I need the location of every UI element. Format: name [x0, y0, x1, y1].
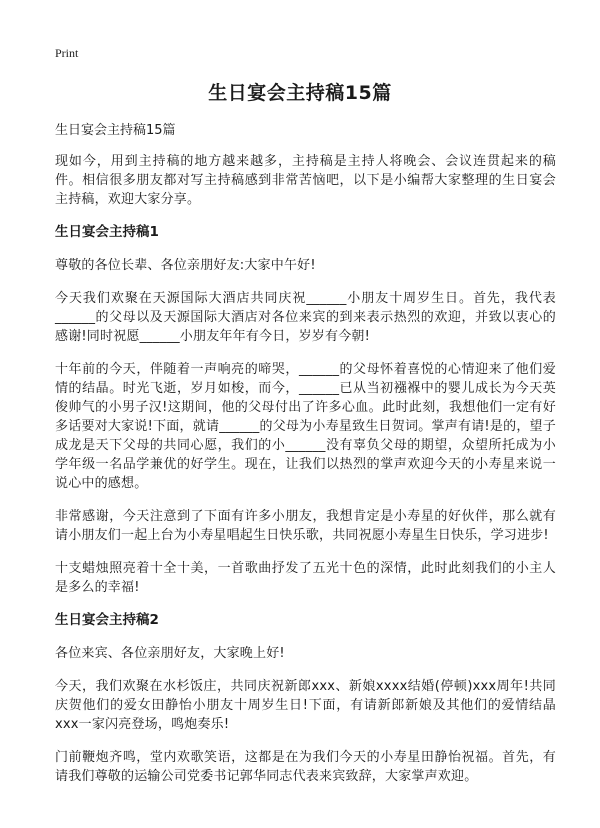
document-body: [55, 121, 556, 800]
document-subtitle: 生日宴会主持稿15篇: [55, 123, 176, 138]
intro-paragraph: 现如今，用到主持稿的地方越来越多，主持稿是主持人将晚会、会议连贯起来的稿件。相信很多朋友都对写主持稿感到非常苦恼吧，以下是小编帮大家整理的生日宴会主持稿，欢迎大家分享。: [55, 154, 556, 207]
paragraph: 门前鞭炮齐鸣，堂内欢歌笑语，这都是在为我们今天的小寿星田静怡祝福。首先，有请我们尊敬的运输公司党委书记郭华同志代表来宾致辞，大家掌声欢迎。: [55, 750, 556, 784]
print-link[interactable]: Print: [55, 46, 79, 60]
paragraph: 尊敬的各位长辈、各位亲朋好友:大家中午好!: [55, 258, 316, 273]
paragraph: 各位来宾、各位亲朋好友，大家晚上好!: [55, 646, 285, 661]
paragraph: 今天，我们欢聚在水杉饭庄，共同庆祝新郎xxx、新娘xxxx结婚(停顿)xxx周年!共同庆贺他们的爱女田静怡小朋友十周岁生日!下面，有请新郎新娘及其他们的爱情结晶xxx一家闪亮登场，鸣炮奏乐!: [55, 679, 556, 732]
section-heading-2: 生日宴会主持稿2: [55, 612, 159, 628]
paragraph: 十年前的今天，伴随着一声响亮的啼哭，______的父母怀着喜悦的心情迎来了他们爱情的结晶。时光飞逝，岁月如梭，而今，______已从当初襁褓中的婴儿成长为今天英俊帅气的小男子汉!这期间，他的父母付出了许多心血。此时此刻，我想他们一定有好多话要对大家说!下面，就请______的父母为小寿星致生日贺词。掌声有请!是的，望子成龙是天下父母的共同心愿，我们的小______没有辜负父母的期望，众望所托成为小学年级一名品学兼优的好学生。现在，让我们以热烈的掌声欢迎今天的小寿星来说一说心中的感想。: [55, 362, 556, 491]
page-title: 生日宴会主持稿15篇: [208, 82, 392, 104]
paragraph: 十支蜡烛照亮着十全十美，一首歌曲抒发了五光十色的深情，此时此刻我们的小主人是多么的幸福!: [55, 561, 556, 595]
paragraph: 非常感谢，今天注意到了下面有许多小朋友，我想肯定是小寿星的好伙伴，那么就有请小朋友们一起上台为小寿星唱起生日快乐歌，共同祝愿小寿星生日快乐，学习进步!: [55, 509, 556, 543]
paragraph: 今天我们欢聚在天源国际大酒店共同庆祝______小朋友十周岁生日。首先，我代表______的父母以及天源国际大酒店对各位来宾的到来表示热烈的欢迎，并致以衷心的感谢!同时祝愿______小朋友年年有今日，岁岁有今朝!: [55, 291, 556, 344]
section-heading-1: 生日宴会主持稿1: [55, 224, 159, 240]
